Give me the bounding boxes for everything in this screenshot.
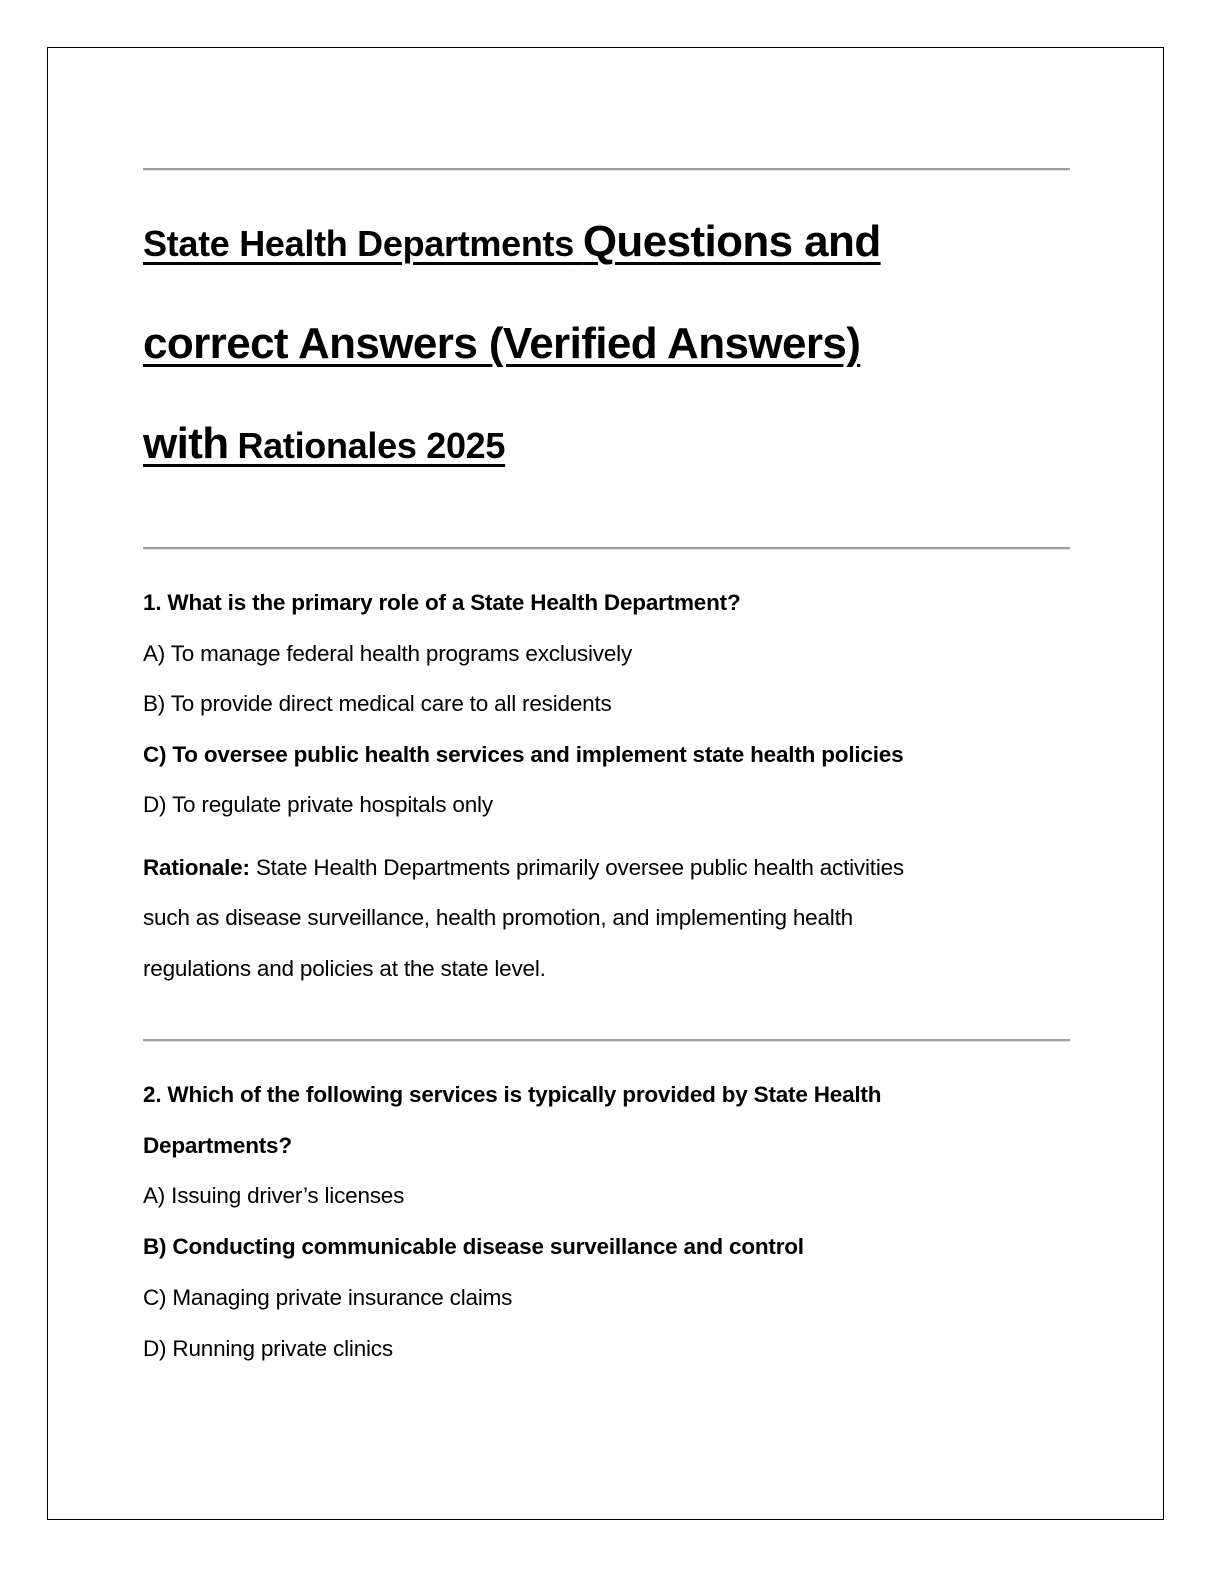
question-2-option-c: C) Managing private insurance claims bbox=[143, 1285, 513, 1310]
question-1-text: 1. What is the primary role of a State Health Department? bbox=[143, 590, 741, 615]
horizontal-rule bbox=[143, 547, 1070, 549]
question-1-rationale-line-1 bbox=[143, 857, 904, 880]
question-2-option-b-correct: B) Conducting communicable disease surveillance and control bbox=[143, 1234, 804, 1259]
question-1-option-a: A) To manage federal health programs exclusively bbox=[143, 641, 632, 666]
rationale-text: State Health Departments primarily oversee public health activities bbox=[255, 855, 904, 880]
title-segment: Questions and bbox=[582, 217, 881, 266]
document-title-line-1 bbox=[143, 217, 881, 266]
question-2-text-line-2: Departments? bbox=[143, 1133, 292, 1158]
rationale-label: Rationale: bbox=[143, 855, 250, 880]
question-1-option-b: B) To provide direct medical care to all residents bbox=[143, 691, 612, 716]
question-2-option-d: D) Running private clinics bbox=[143, 1336, 393, 1361]
question-2-text-line-1: 2. Which of the following services is typically provided by State Health bbox=[143, 1082, 882, 1107]
question-1-option-c-correct: C) To oversee public health services and implement state health policies bbox=[143, 742, 904, 767]
title-segment: Rationales 2025 bbox=[237, 425, 506, 466]
question-1-option-d: D) To regulate private hospitals only bbox=[143, 792, 493, 817]
horizontal-rule-top bbox=[143, 168, 1070, 170]
horizontal-rule bbox=[143, 1039, 1070, 1041]
title-segment: State Health Departments bbox=[143, 223, 574, 264]
title-segment: with bbox=[143, 419, 229, 468]
document-title-line-2: correct Answers (Verified Answers) bbox=[143, 319, 861, 368]
question-2-option-a: A) Issuing driver’s licenses bbox=[143, 1183, 405, 1208]
question-1-rationale-line-3: regulations and policies at the state level. bbox=[143, 956, 546, 981]
question-1-rationale-line-2: such as disease surveillance, health promotion, and implementing health bbox=[143, 905, 853, 930]
document-title-line-3 bbox=[143, 419, 506, 468]
